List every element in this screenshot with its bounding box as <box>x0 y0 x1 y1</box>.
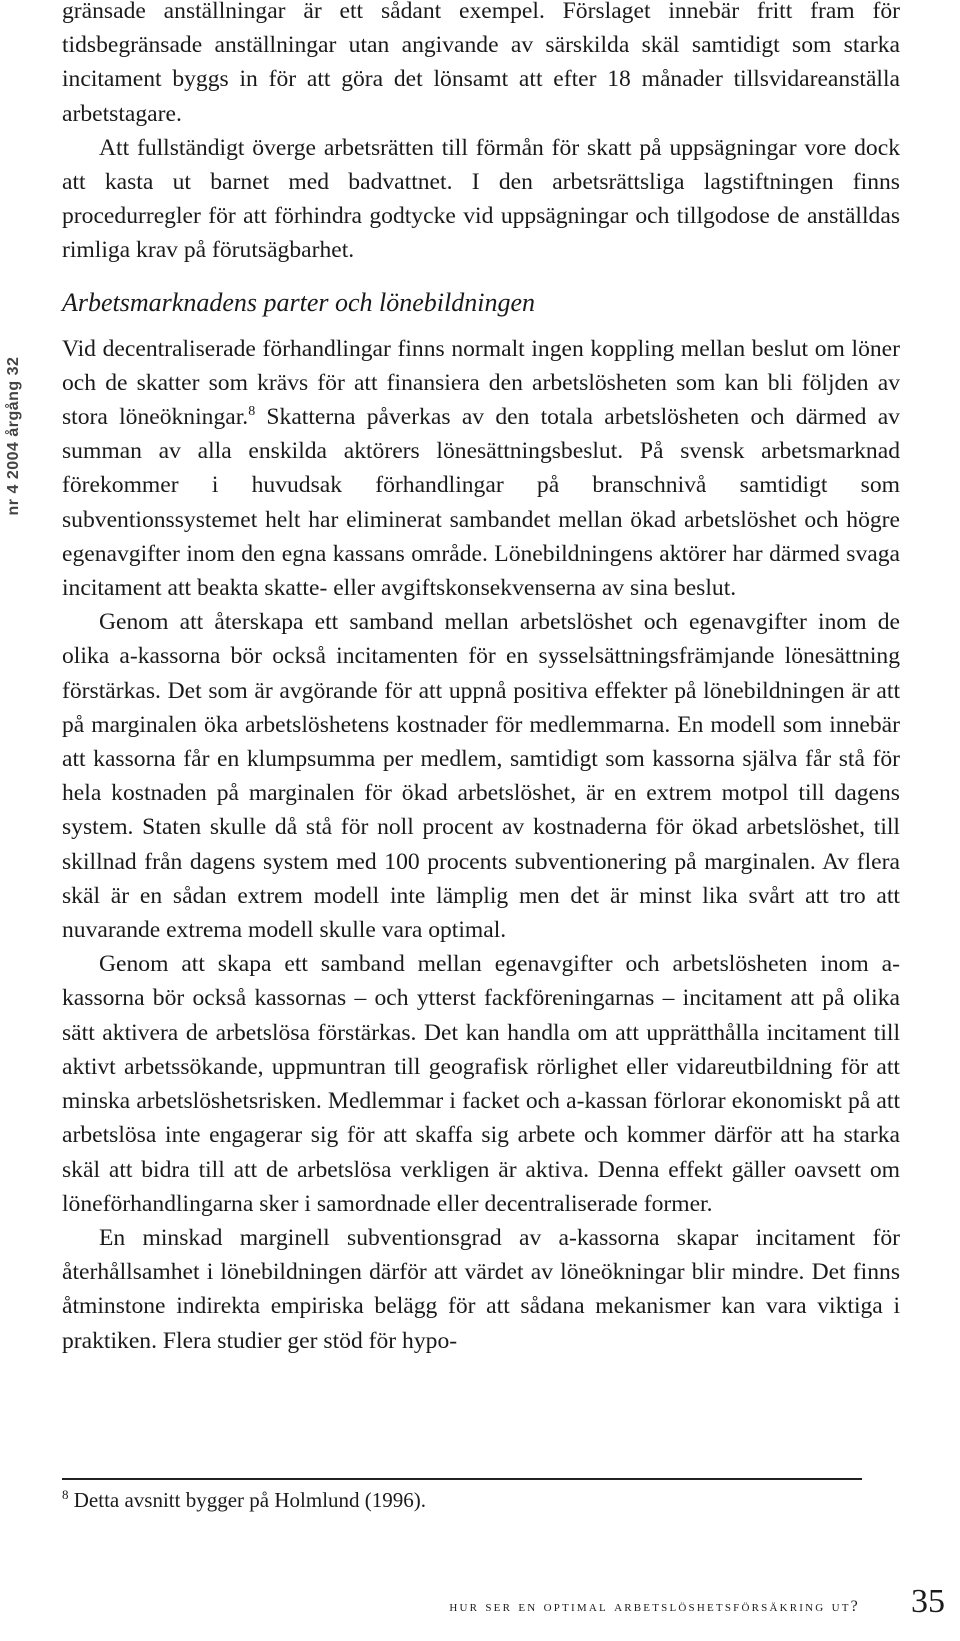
footnote-divider <box>62 1478 862 1480</box>
running-head: hur ser en optimal arbetslöshetsförsäkring ut? <box>449 1598 860 1615</box>
article-body <box>62 0 900 1358</box>
footnote-reference[interactable]: 8 <box>248 404 256 420</box>
paragraph: Att fullständigt överge arbetsrätten till förmån för skatt på uppsägningar vore dock att kasta ut barnet med badvattnet. I den arbetsrättsliga lagstiftningen finns procedurregler för att förhindra godtycke vid uppsägningar och tillgodose de anställdas rimliga krav på förutsägbarhet. <box>62 134 900 264</box>
paragraph: gränsade anställningar är ett sådant exempel. Förslaget innebär fritt fram för tidsbegränsade anställningar utan angivande av särskilda skäl samtidigt som starka incitament byggs in för att göra det lönsamt att efter 18 månader tillsvidareanställa arbetstagare. <box>62 0 900 127</box>
paragraph-text: Skatterna påverkas av den totala arbetslösheten och därmed av summan av alla enskilda aktörers lönesättningsbeslut. På svensk arbetsmarknad förekommer i huvudsak förhandlingar på branschnivå samtidigt som subventionssystemet helt har eliminerat sambandet mellan ökad arbetslöshet och högre egenavgifter inom den egna kassans område. Lönebildningens aktörer har därmed svaga incitament att beakta skatte- eller avgiftskonsekvenserna av sina beslut. <box>62 404 900 602</box>
page-number: 35 <box>911 1583 945 1620</box>
footnote-text: Detta avsnitt bygger på Holmlund (1996). <box>68 1488 427 1512</box>
paragraph-text: Vid decentraliserade förhandlingar finns normalt ingen koppling mellan beslut om löner och de skatter som krävs för att finansiera den arbetslösheten som kan bli följden av stora löneökningar. <box>62 335 900 431</box>
footnote <box>62 1488 426 1513</box>
paragraph: Genom att skapa ett samband mellan egenavgifter och arbetslösheten inom a-kassorna bör också kassornas – och ytterst fackföreningarnas – incitament att på olika sätt aktivera de arbetslösa förstärkas. Det kan handla om att upprätthålla incitament till aktivt arbetssökande, uppmuntran till geografisk rörlighet eller vidareutbildning för att minska arbetslöshetsrisken. Medlemmar i facket och a-kassan förlorar ekonomiskt på att arbetslösa inte engagerar sig för att skaffa sig arbete och kommer därför att ha starka skäl att bidra till att de arbetslösa verkligen är aktiva. Denna effekt gäller oavsett om löneförhandlingarna sker i samordnade eller decentraliserade former. <box>62 951 900 1217</box>
footnote-number: 8 <box>62 1487 69 1502</box>
paragraph: Genom att återskapa ett samband mellan arbetslöshet och egenavgifter inom de olika a-kassorna bör också incitamenten för en sysselsättningsfrämjande lönesättning förstärkas. Det som är avgörande för att uppnå positiva effekter på lönebildningen är att på marginalen öka arbetslöshetens kostnader för medlemmarna. En modell som innebär att kassorna får en klumpsumma per medlem, samtidigt som kassorna själva får stå för hela kostnaden på marginalen för ökad arbetslöshet, är en extrem motpol till dagens system. Staten skulle då stå för noll procent av kostnaderna för ökad arbetslöshet, till skillnad från dagens system med 100 procents subventionering på marginalen. Av flera skäl är en sådan extrem modell inte lämplig men det är minst lika svårt att tro att nuvarande extrema modell skulle vara optimal. <box>62 609 900 944</box>
paragraph: En minskad marginell subventionsgrad av a-kassorna skapar incitament för återhållsamhet i lönebildningen därför att värdet av löneökningar blir mindre. Det finns åtminstone indirekta empiriska belägg för att sådana mekanismer kan vara viktiga i praktiken. Flera studier ger stöd för hypo- <box>62 1224 900 1354</box>
paragraph-with-footnote-ref <box>62 332 900 606</box>
section-heading: Arbetsmarknadens parter och lönebildningen <box>62 287 535 317</box>
